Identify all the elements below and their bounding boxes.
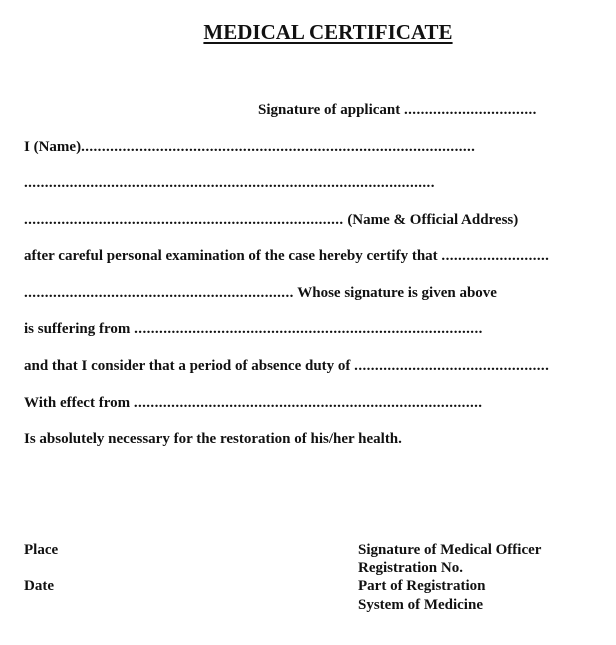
suffering-line	[24, 320, 483, 338]
certify-line	[24, 247, 549, 265]
name-blank[interactable]: ...............................................................................................	[81, 139, 476, 155]
effect-line	[24, 394, 482, 412]
system-of-medicine-label: System of Medicine	[358, 597, 483, 613]
suffering-label: is suffering from	[24, 321, 135, 337]
date-label: Date	[24, 578, 54, 594]
name-continuation-line	[24, 174, 435, 192]
suffering-blank[interactable]: ....................................................................................	[134, 321, 483, 337]
patient-blank[interactable]: .................................................................	[24, 285, 294, 301]
part-of-registration-label: Part of Registration	[358, 578, 486, 594]
official-address-label: (Name & Official Address)	[343, 212, 519, 228]
registration-no-label: Registration No.	[358, 560, 463, 576]
absence-blank[interactable]: ...............................................	[354, 358, 550, 374]
official-address-line	[24, 211, 518, 229]
effect-label: With effect from	[24, 395, 134, 411]
medical-officer-signature-label: Signature of Medical Officer	[358, 542, 542, 558]
applicant-signature-line	[258, 101, 537, 119]
applicant-signature-blank[interactable]: ................................	[404, 102, 537, 118]
name-label: I (Name)	[24, 139, 82, 155]
name-continuation-blank[interactable]: ...................................................................................................	[24, 175, 435, 191]
patient-line	[24, 284, 497, 302]
name-line	[24, 138, 475, 156]
patient-signature-label: Whose signature is given above	[293, 285, 497, 301]
place-label: Place	[24, 542, 59, 558]
document-title: MEDICAL CERTIFICATE	[203, 20, 453, 44]
restoration-line: Is absolutely necessary for the restoration of his/her health.	[24, 431, 402, 447]
absence-line	[24, 357, 549, 375]
official-address-blank[interactable]: .............................................................................	[24, 212, 344, 228]
effect-blank[interactable]: ....................................................................................	[133, 395, 483, 411]
absence-label: and that I consider that a period of absence duty of	[24, 358, 355, 374]
applicant-signature-label: Signature of applicant	[258, 102, 401, 118]
certify-blank[interactable]: ..........................	[441, 248, 550, 264]
certify-label: after careful personal examination of the case hereby certify that	[24, 248, 442, 264]
